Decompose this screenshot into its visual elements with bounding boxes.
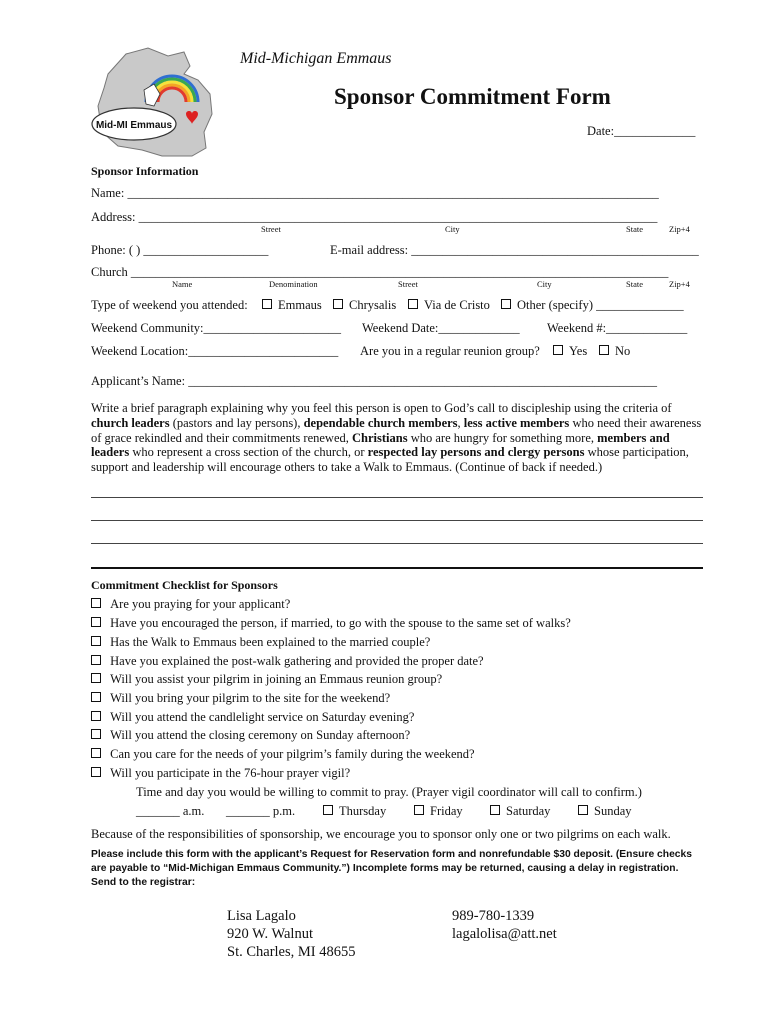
weekend-option-other[interactable]: Other (specify) ______________ [501,298,684,313]
address-sub-city: City [445,224,460,234]
mid-mi-emmaus-logo [88,44,228,159]
answer-line[interactable] [91,520,703,521]
sponsor-address-field[interactable]: Address: ___________________________________________________________________________________ [91,210,658,224]
weekend-option-chrysalis[interactable]: Chrysalis [333,298,396,313]
reunion-question: Are you in a regular reunion group? [360,344,540,358]
checkbox[interactable] [91,711,101,721]
church-sub-zip: Zip+4 [669,279,690,289]
weekend-option-via-de-cristo[interactable]: Via de Cristo [408,298,490,313]
checklist-item[interactable]: Can you care for the needs of your pilgrim’s family during the weekend? [91,747,475,762]
weekend-type-label: Type of weekend you attended: [91,298,248,312]
registrar-city: St. Charles, MI 48655 [227,944,356,960]
checklist-item[interactable]: Will you bring your pilgrim to the site for the weekend? [91,691,390,706]
registrar-address [227,907,355,961]
address-sub-zip: Zip+4 [669,224,690,234]
sponsorship-limit-text: Because of the responsibilities of sponsorship, we encourage you to sponsor only one or two pilgrims on each walk. [91,827,671,841]
organization-name: Mid-Michigan Emmaus [240,50,392,67]
checkbox[interactable] [490,805,500,815]
church-sub-denomination: Denomination [269,279,318,289]
checklist-item[interactable]: Will you participate in the 76-hour prayer vigil? [91,766,350,781]
checkbox[interactable] [91,748,101,758]
checkbox[interactable] [262,299,272,309]
weekend-location-field[interactable]: Weekend Location:________________________ [91,344,339,358]
reunion-no-option[interactable]: No [599,344,630,359]
vigil-pm-field[interactable]: _______ p.m. [226,804,296,818]
submission-note: Please include this form with the applicant’s Request for Reservation form and nonrefundable $30 deposit. (Ensure checks are payable to “Mid-Michigan Emmaus Community.”) Incomplete forms may be returned, causing a delay in registration. Send to the registrar: [91,849,692,888]
sponsor-phone-field[interactable]: Phone: ( ) ____________________ [91,243,269,257]
vigil-instruction: Time and day you would be willing to commit to pray. (Prayer vigil coordinator will call to confirm.) [136,785,642,799]
church-sub-street: Street [398,279,418,289]
page-title: Sponsor Commitment Form [334,84,611,109]
checklist-item[interactable]: Will you assist your pilgrim in joining an Emmaus reunion group? [91,672,442,687]
church-sub-state: State [626,279,643,289]
answer-line[interactable] [91,543,703,544]
checkbox[interactable] [553,345,563,355]
registrar-name: Lisa Lagalo [227,908,296,924]
checkbox[interactable] [408,299,418,309]
checkbox[interactable] [414,805,424,815]
church-sub-city: City [537,279,552,289]
logo-text: Mid-MI Emmaus [95,120,173,131]
checkbox[interactable] [91,729,101,739]
vigil-day-sunday[interactable]: Sunday [578,804,632,819]
sponsor-name-field[interactable]: Name: _____________________________________________________________________________________ [91,186,659,200]
checkbox[interactable] [578,805,588,815]
vigil-day-friday[interactable]: Friday [414,804,463,819]
sponsor-info-heading: Sponsor Information [91,164,199,178]
vigil-am-field[interactable]: _______ a.m. [136,804,205,818]
registrar-street: 920 W. Walnut [227,926,313,942]
checkbox[interactable] [333,299,343,309]
weekend-date-field[interactable]: Weekend Date:_____________ [362,321,520,335]
vigil-day-thursday[interactable]: Thursday [323,804,386,819]
date-field[interactable]: Date:_____________ [587,124,696,138]
instruction-paragraph: Write a brief paragraph explaining why you feel this person is open to God’s call to discipleship using the criteria of church leaders (pastors and lay persons), dependable church members, less active members who need their awareness of grace rekindled and their commitments renewed, Christians who are hungry for something more, members and leaders who represent a cross section of the church, or respected lay persons and clergy persons whose participation, support and leadership will encourage others to take a Walk to Emmaus. (Continue of back if needed.) [91,401,702,475]
applicant-name-field[interactable]: Applicant’s Name: ___________________________________________________________________________ [91,374,657,388]
checkbox[interactable] [91,692,101,702]
checkbox[interactable] [323,805,333,815]
checkbox[interactable] [599,345,609,355]
sponsor-email-field[interactable]: E-mail address: ______________________________________________ [330,243,699,257]
registrar-contact [452,907,557,943]
church-sub-name: Name [172,279,193,289]
vigil-day-saturday[interactable]: Saturday [490,804,550,819]
checkbox[interactable] [91,617,101,627]
registrar-phone: 989-780-1339 [452,908,535,924]
checkbox[interactable] [91,655,101,665]
church-field[interactable]: Church ______________________________________________________________________________________ [91,265,669,279]
checklist-heading: Commitment Checklist for Sponsors [91,578,278,592]
checklist-item[interactable]: Has the Walk to Emmaus been explained to the married couple? [91,635,430,650]
answer-line[interactable] [91,497,703,498]
checklist-item[interactable]: Are you praying for your applicant? [91,597,290,612]
checklist-item[interactable]: Have you encouraged the person, if married, to go with the spouse to the same set of walks? [91,616,571,631]
section-divider [91,567,703,569]
weekend-community-field[interactable]: Weekend Community:______________________ [91,321,342,335]
address-sub-street: Street [261,224,281,234]
weekend-option-emmaus[interactable]: Emmaus [262,298,322,313]
weekend-number-field[interactable]: Weekend #:_____________ [547,321,688,335]
checkbox[interactable] [91,673,101,683]
reunion-yes-option[interactable]: Yes [553,344,587,359]
checklist-item[interactable]: Will you attend the closing ceremony on Sunday afternoon? [91,728,410,743]
checkbox[interactable] [501,299,511,309]
address-sub-state: State [626,224,643,234]
checkbox[interactable] [91,598,101,608]
checklist-item[interactable]: Will you attend the candlelight service on Saturday evening? [91,710,414,725]
checklist-item[interactable]: Have you explained the post-walk gathering and provided the proper date? [91,654,484,669]
checkbox[interactable] [91,767,101,777]
registrar-email[interactable]: lagalolisa@att.net [452,926,557,942]
checkbox[interactable] [91,636,101,646]
